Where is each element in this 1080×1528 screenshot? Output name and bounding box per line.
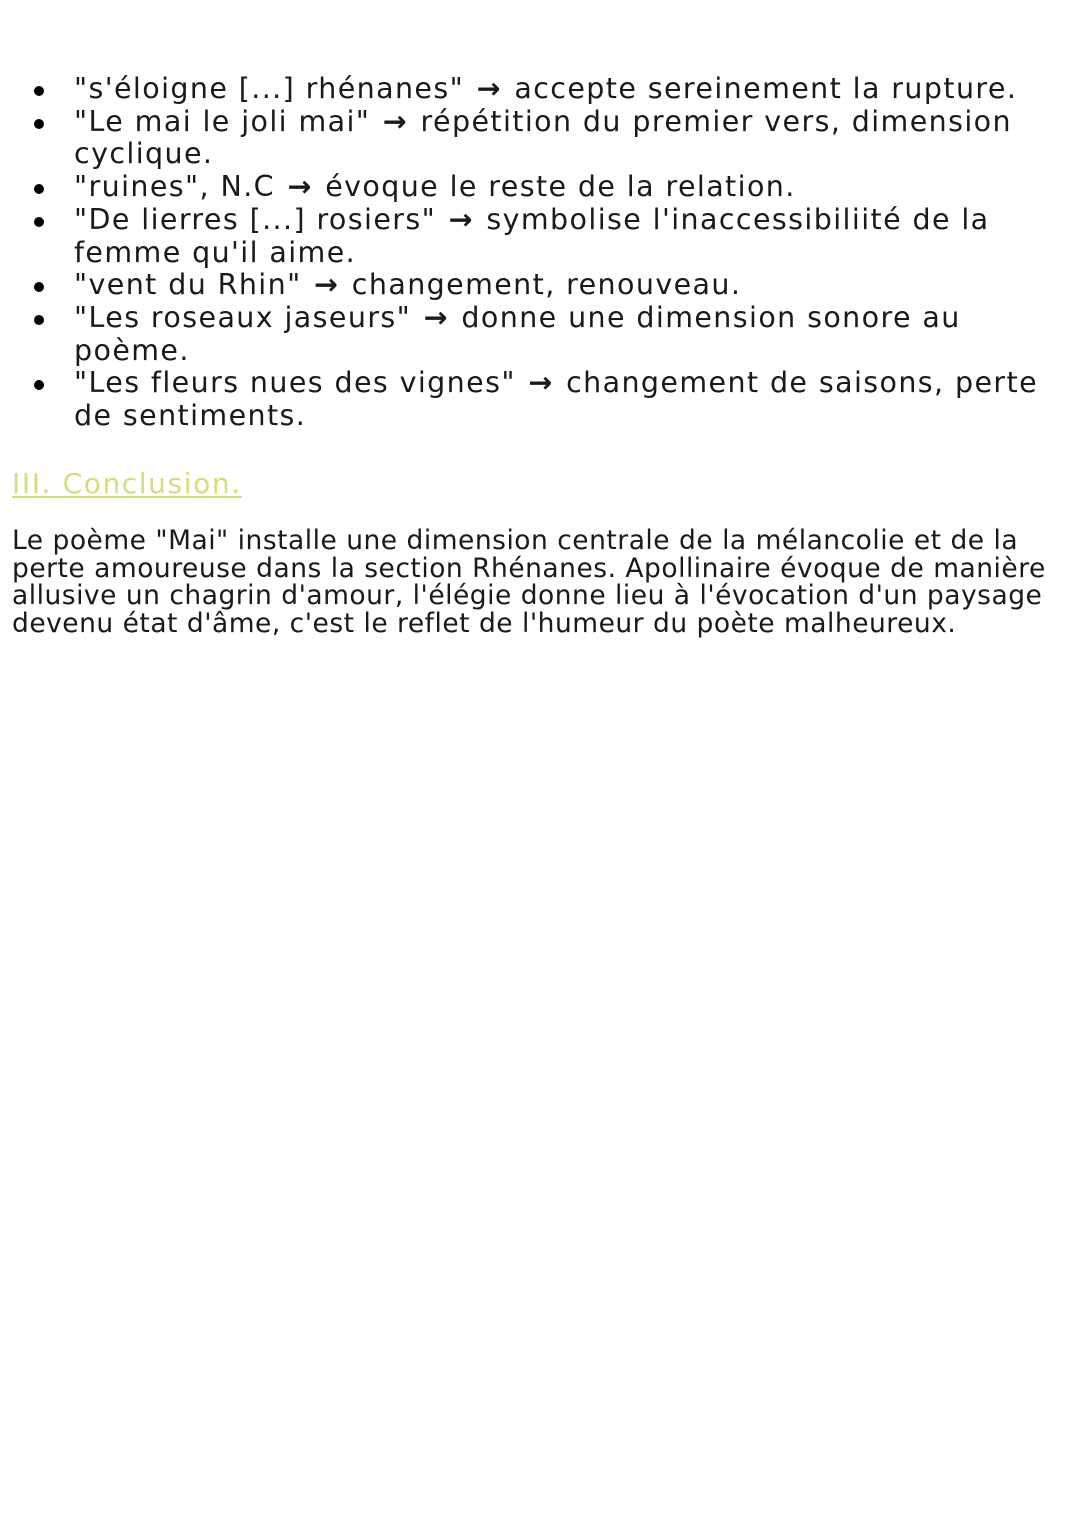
bullet-comment: symbolise l'inaccessibiliité de la femme qu'il aime. xyxy=(74,202,990,269)
right-arrow-icon: → xyxy=(476,72,502,105)
analysis-bullet-list xyxy=(34,73,1064,433)
list-item xyxy=(34,171,1064,204)
bullet-comment: accepte sereinement la rupture. xyxy=(514,72,1018,105)
list-item xyxy=(34,73,1064,106)
bullet-quote: "Les fleurs nues des vignes" xyxy=(74,366,516,400)
bullet-dot-icon xyxy=(34,217,44,227)
right-arrow-icon: → xyxy=(314,268,340,302)
bullet-comment: évoque le reste de la relation. xyxy=(325,170,796,204)
right-arrow-icon: → xyxy=(448,202,474,236)
bullet-dot-icon xyxy=(34,282,44,292)
section-heading-conclusion: III. Conclusion. xyxy=(12,467,242,500)
conclusion-paragraph: Le poème "Mai" installe une dimension centrale de la mélancolie et de la perte amoureuse dans la section Rhénanes. Apollinaire évoque de manière allusive un chagrin d'amour, l'élégie donne lieu à l'évocation d'un paysage devenu état d'âme, c'est le reflet de l'humeur du poète malheureux. xyxy=(12,525,1046,639)
list-item xyxy=(34,204,1064,269)
right-arrow-icon: → xyxy=(528,366,554,400)
list-item xyxy=(34,269,1064,302)
bullet-comment: répétition du premier vers, dimension cyclique. xyxy=(74,104,1012,171)
bullet-quote: "De lierres [...] rosiers" xyxy=(74,202,437,236)
bullet-quote: "ruines", N.C xyxy=(74,170,275,204)
right-arrow-icon: → xyxy=(382,104,409,138)
bullet-comment: changement, renouveau. xyxy=(351,268,742,302)
bullet-comment: changement de saisons, perte de sentiments. xyxy=(74,366,1039,433)
bullet-dot-icon xyxy=(34,86,44,96)
bullet-quote: "vent du Rhin" xyxy=(74,268,302,302)
list-item xyxy=(34,367,1064,432)
list-item xyxy=(34,302,1064,367)
right-arrow-icon: → xyxy=(423,300,449,334)
list-item xyxy=(34,106,1064,171)
bullet-dot-icon xyxy=(34,119,44,129)
bullet-dot-icon xyxy=(34,184,44,194)
bullet-dot-icon xyxy=(34,315,44,325)
bullet-quote: "Le mai le joli mai" xyxy=(74,104,371,138)
bullet-quote: "Les roseaux jaseurs" xyxy=(74,300,412,334)
bullet-quote: "s'éloigne [...] rhénanes" xyxy=(74,72,465,105)
right-arrow-icon: → xyxy=(287,170,313,204)
bullet-comment: donne une dimension sonore au poème. xyxy=(74,300,961,367)
bullet-dot-icon xyxy=(34,380,44,390)
